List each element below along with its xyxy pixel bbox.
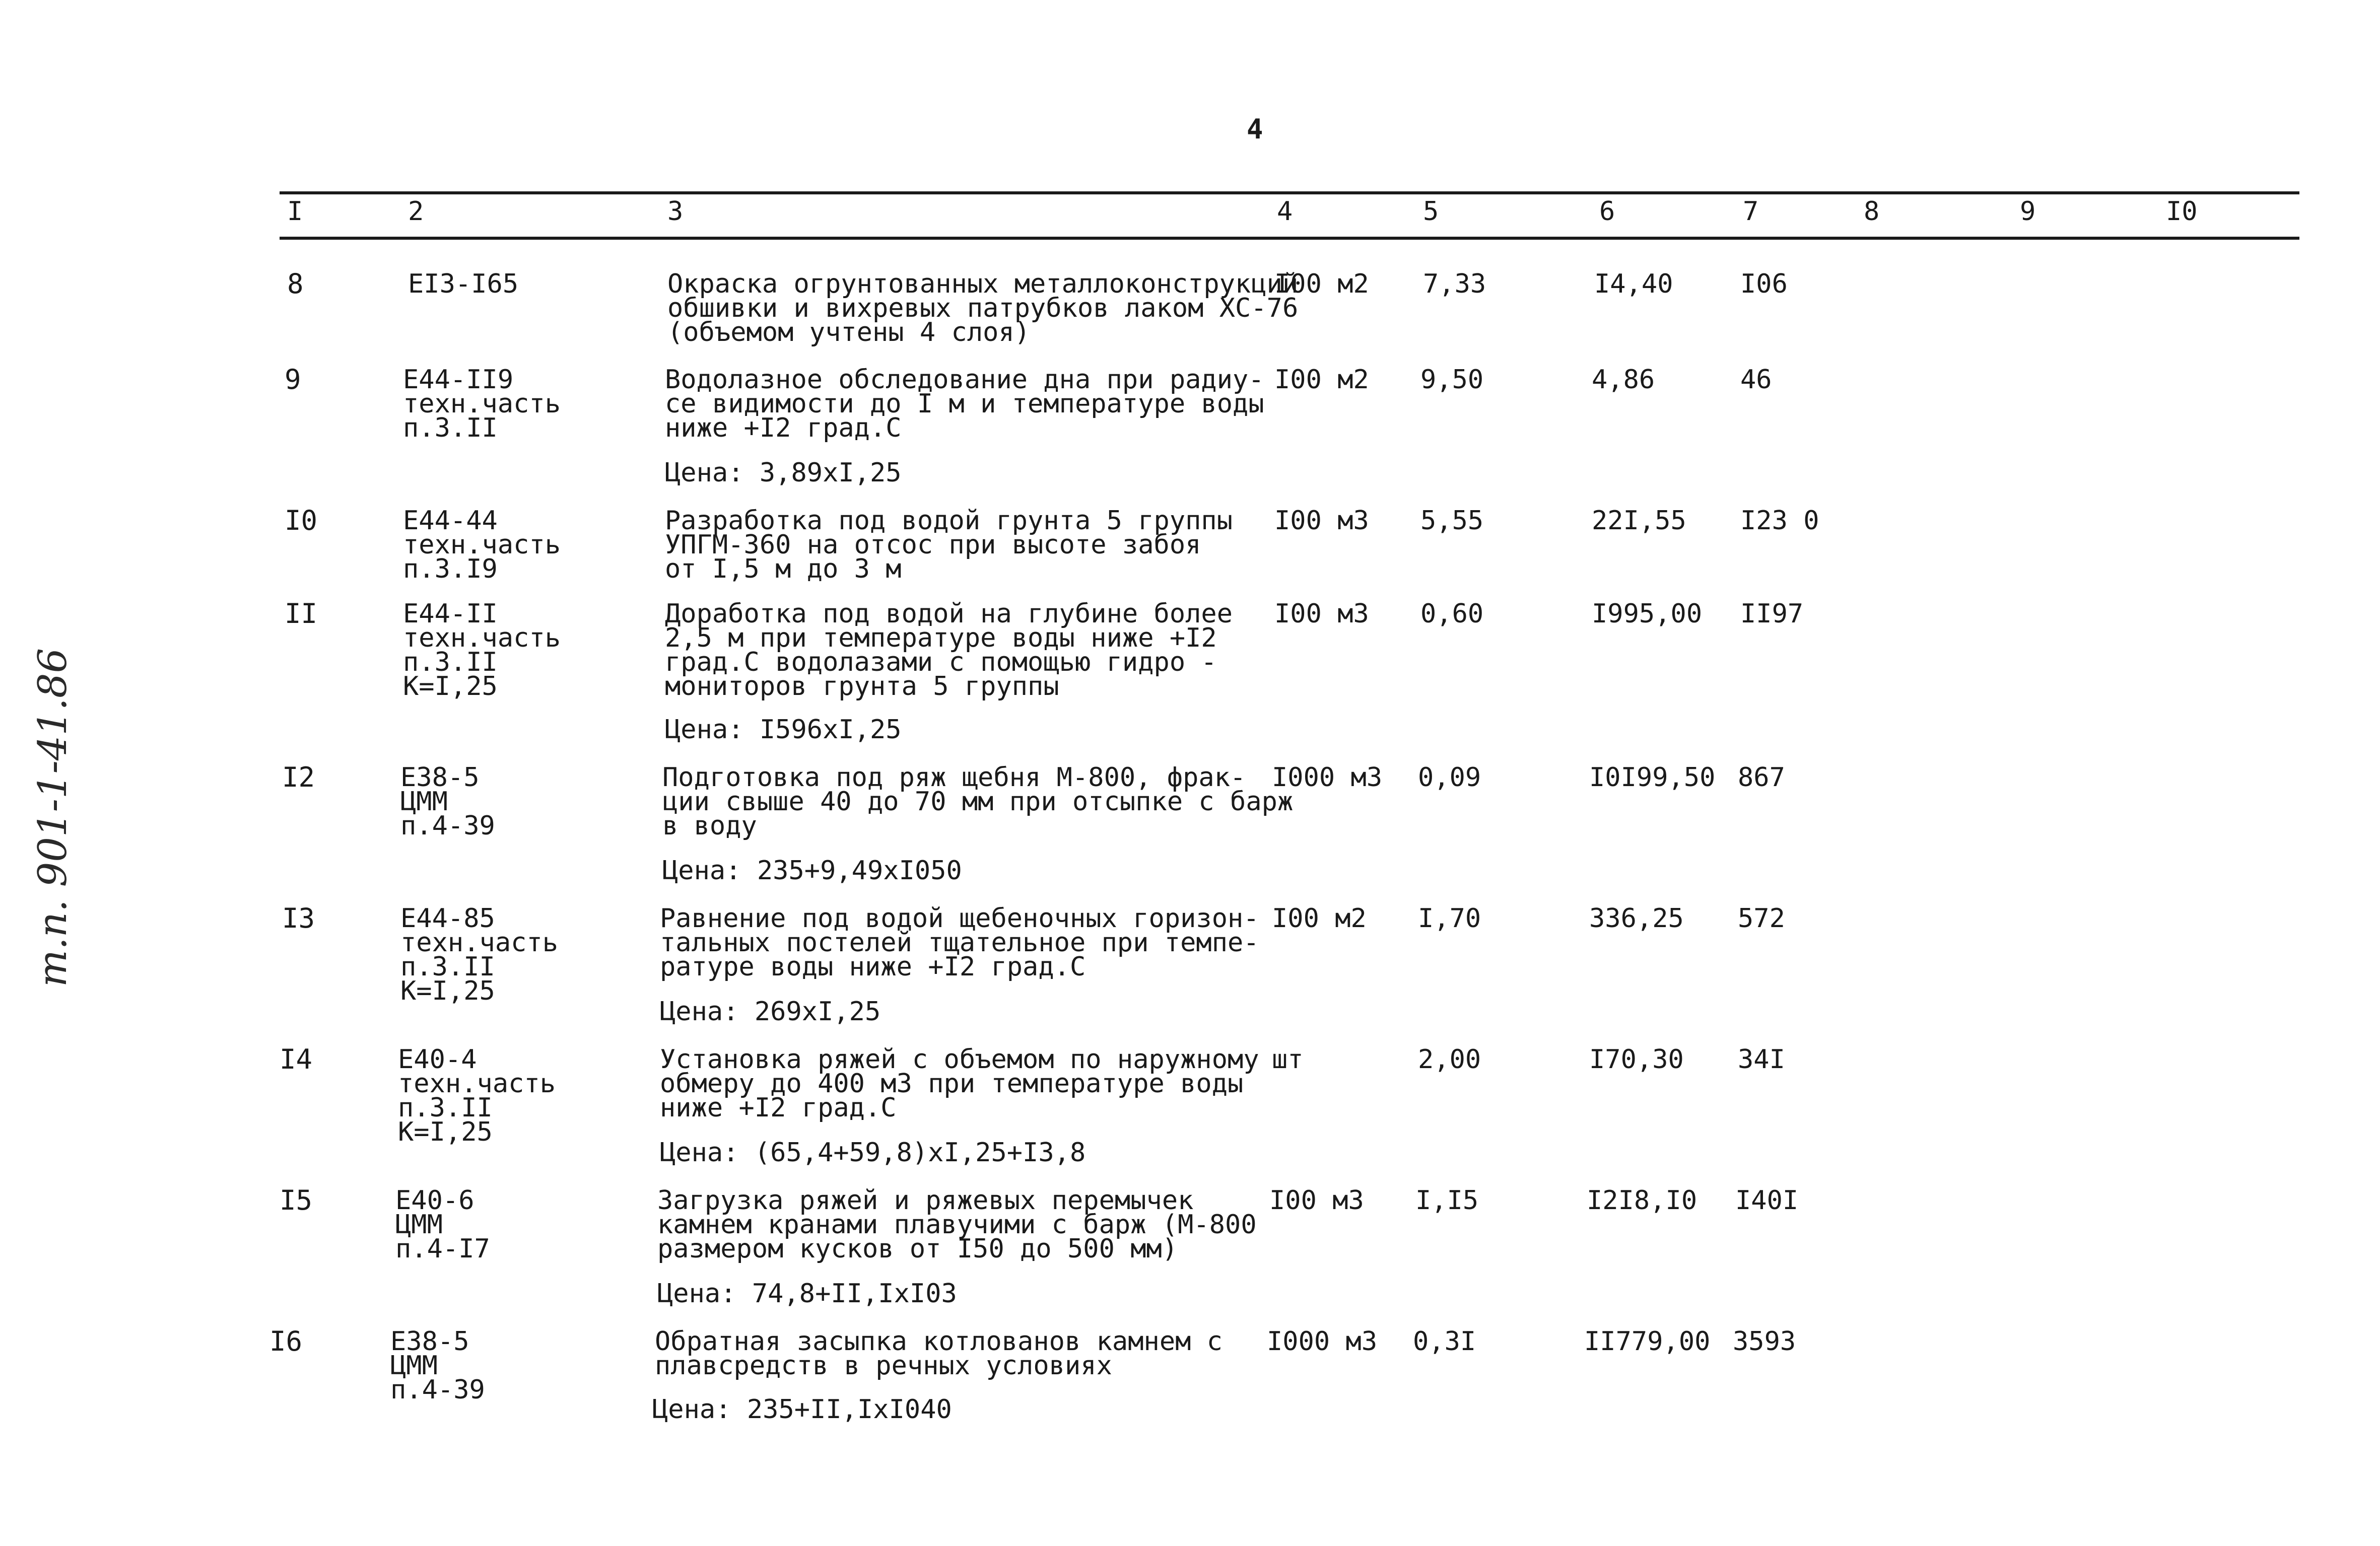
row-number: I2: [282, 761, 315, 793]
col-header-5: 5: [1423, 196, 1439, 227]
row-price-formula: Цена: 74,8+II,IхI03: [657, 1279, 957, 1309]
row-description: Обратная засыпка котлованов камнем с плавсредств в речных условиях: [655, 1326, 1223, 1381]
row-price-formula: Цена: 235+9,49хI050: [662, 856, 962, 886]
row-quantity: 0,60: [1420, 599, 1484, 629]
row-total-cost: 3593: [1733, 1326, 1796, 1357]
row-quantity: I,I5: [1415, 1185, 1479, 1216]
row-total-cost: II97: [1740, 599, 1804, 629]
col-header-1: I: [287, 196, 303, 227]
row-description: Окраска огрунтованных металлоконструкций обшивки и вихревых патрубков лаком ХС-76 (объемом учтены 4 слоя): [667, 269, 1299, 347]
row-total-cost: 867: [1738, 762, 1785, 793]
row-unit: I000 м3: [1267, 1326, 1378, 1357]
row-unit-cost: I2I8,I0: [1587, 1185, 1697, 1216]
row-description: Разработка под водой грунта 5 группы УПГМ-360 на отсос при высоте забоя от I,5 м до 3 м: [665, 506, 1233, 584]
row-description: Подготовка под ряж щебня М-800, фрак- ции свыше 40 до 70 мм при отсыпке с барж в воду: [662, 762, 1294, 841]
row-description: Установка ряжей с объемом по наружному обмеру до 400 м3 при температуре воды ниже +I2 град.С: [660, 1044, 1259, 1123]
row-description: Водолазное обследование дна при радиу- се видимости до I м и температуре воды ниже +I2 град.С: [665, 365, 1264, 443]
col-header-4: 4: [1277, 196, 1293, 227]
page-number: 4: [1247, 113, 1263, 145]
col-header-9: 9: [2020, 196, 2036, 227]
row-unit: I00 м3: [1274, 506, 1369, 536]
row-unit: шт: [1272, 1044, 1304, 1075]
row-unit-cost: 4,86: [1592, 365, 1655, 395]
row-unit-cost: I70,30: [1589, 1044, 1684, 1075]
row-code: Е40-4 техн.часть п.3.II К=I,25: [398, 1044, 556, 1147]
row-price-formula: Цена: 269хI,25: [660, 997, 881, 1027]
row-number: I4: [280, 1043, 313, 1075]
row-unit: I00 м3: [1269, 1185, 1364, 1216]
row-unit: I00 м3: [1274, 599, 1369, 629]
table-header-rule: [280, 237, 2299, 240]
row-description: Загрузка ряжей и ряжевых перемычек камнем кранами плавучими с барж (М-800 размером кусков от I50 до 500 мм): [657, 1185, 1257, 1264]
row-number: II: [285, 598, 318, 629]
col-header-2: 2: [408, 196, 424, 227]
row-number: I5: [280, 1184, 313, 1216]
row-total-cost: I06: [1740, 269, 1788, 299]
row-number: 9: [285, 364, 301, 395]
row-unit-cost: 336,25: [1589, 903, 1684, 934]
row-quantity: 0,3I: [1413, 1326, 1476, 1357]
row-price-formula: Цена: 3,89хI,25: [665, 458, 902, 488]
row-quantity: 5,55: [1420, 506, 1484, 536]
row-code: Е44-85 техн.часть п.3.II К=I,25: [400, 903, 559, 1006]
row-code: Е38-5 ЦММ п.4-39: [400, 762, 495, 841]
row-quantity: 2,00: [1418, 1044, 1481, 1075]
row-unit: I00 м2: [1274, 365, 1369, 395]
row-quantity: 7,33: [1423, 269, 1486, 299]
row-total-cost: 46: [1740, 365, 1772, 395]
handwritten-margin-note: т.п. 901-1-41.86: [30, 648, 76, 987]
row-unit-cost: I4,40: [1594, 269, 1673, 299]
row-total-cost: I40I: [1735, 1185, 1799, 1216]
row-unit-cost: II779,00: [1584, 1326, 1711, 1357]
row-total-cost: I23 0: [1740, 506, 1819, 536]
row-number: I3: [282, 902, 315, 934]
row-unit: I00 м2: [1274, 269, 1369, 299]
row-price-formula: Цена: 235+II,IхI040: [652, 1394, 952, 1425]
col-header-7: 7: [1743, 196, 1759, 227]
row-unit-cost: I995,00: [1592, 599, 1703, 629]
table-top-rule: [280, 191, 2299, 194]
row-code: Е44-II9 техн.часть п.3.II: [403, 365, 561, 443]
row-unit-cost: 22I,55: [1592, 506, 1686, 536]
row-description: Доработка под водой на глубине более 2,5 м при температуре воды ниже +I2 град.С водолазами с помощью гидро - мониторов грунта 5 группы: [665, 599, 1233, 701]
row-number: I6: [269, 1325, 303, 1357]
row-quantity: 9,50: [1420, 365, 1484, 395]
row-unit-cost: I0I99,50: [1589, 762, 1716, 793]
col-header-8: 8: [1864, 196, 1880, 227]
row-total-cost: 572: [1738, 903, 1785, 934]
row-price-formula: Цена: (65,4+59,8)хI,25+I3,8: [660, 1138, 1086, 1168]
row-price-formula: Цена: I596хI,25: [665, 715, 902, 745]
row-unit: I00 м2: [1272, 903, 1367, 934]
row-quantity: I,70: [1418, 903, 1481, 934]
row-code: Е44-44 техн.часть п.3.I9: [403, 506, 561, 584]
row-code: ЕI3-I65: [408, 269, 519, 299]
row-number: 8: [287, 268, 304, 300]
row-code: Е40-6 ЦММ п.4-I7: [395, 1185, 490, 1264]
col-header-6: 6: [1599, 196, 1615, 227]
row-code: Е44-II техн.часть п.3.II К=I,25: [403, 599, 561, 701]
row-description: Равнение под водой щебеночных горизон- тальных постелей тщательное при темпе- ратуре воды ниже +I2 град.С: [660, 903, 1259, 982]
row-unit: I000 м3: [1272, 762, 1383, 793]
col-header-3: 3: [667, 196, 684, 227]
row-quantity: 0,09: [1418, 762, 1481, 793]
row-code: Е38-5 ЦММ п.4-39: [390, 1326, 485, 1405]
row-number: I0: [285, 505, 318, 536]
col-header-10: I0: [2166, 196, 2198, 227]
row-total-cost: 34I: [1738, 1044, 1785, 1075]
